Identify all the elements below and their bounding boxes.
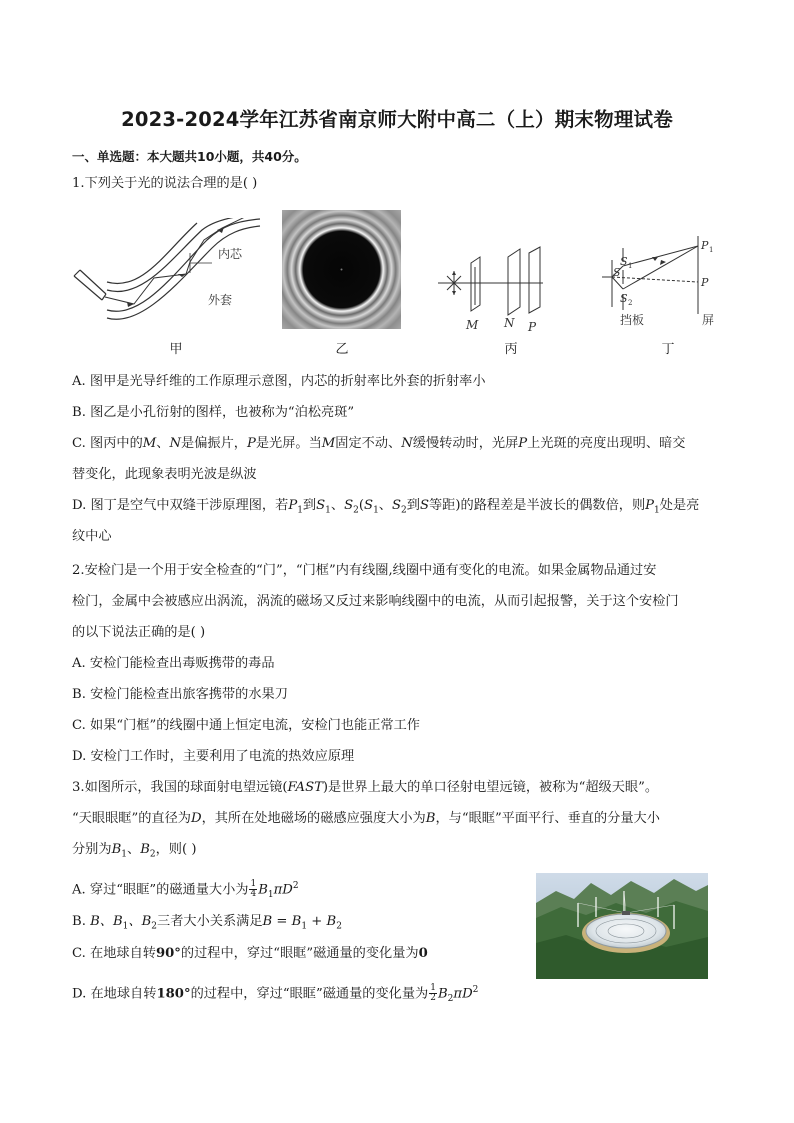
label-n: N xyxy=(504,316,515,330)
polarizer-figure xyxy=(438,243,553,338)
q2-stem-line3: 的以下说法正确的是( ) xyxy=(72,625,206,640)
label-s1: S xyxy=(620,255,628,268)
q1-option-c-line1: C. 图丙中的M、N是偏振片，P是光屏。当M固定不动、N缓慢转动时，光屏P上光斑的亮度出现明、暗交 xyxy=(72,436,686,451)
q1-option-c-line2: 替变化，此现象表明光波是纵波 xyxy=(72,467,257,482)
caption-jia: 甲 xyxy=(169,342,183,357)
q2-stem-line2: 检门，金属中会被感应出涡流，涡流的磁场又反过来影响线圈中的电流，从而引起报警，关于这个安检门 xyxy=(72,594,679,609)
q3-option-c: C. 在地球自转90°的过程中，穿过“眼眶”磁通量的变化量为0 xyxy=(72,946,428,961)
label-s2-sub: 2 xyxy=(628,299,633,307)
label-p-center: P xyxy=(701,276,709,289)
q3-stem-line3: 分别为$B_1$、$B_2$，则( ) xyxy=(72,842,197,860)
q2-stem-line1: 2.安检门是一个用于安全检查的“门”，“门框”内有线圈,线圈中通有变化的电流。如果金属物品通过安 xyxy=(72,563,657,578)
q3-option-a: A. 穿过“眼眶”的磁通量大小为 $\frac{1}{4}$ $B_1\pi D^2$ xyxy=(72,879,299,901)
double-slit-figure xyxy=(600,232,730,332)
caption-bing: 丙 xyxy=(504,342,518,357)
label-screen: 屏 xyxy=(702,313,715,327)
q2-option-a: A. 安检门能检查出毒贩携带的毒品 xyxy=(72,656,275,671)
q2-option-d: D. 安检门工作时，主要利用了电流的热效应原理 xyxy=(72,749,355,764)
q1-stem: 1.下列关于光的说法合理的是( ) xyxy=(72,176,258,191)
q2-option-c: C. 如果“门框”的线圈中通上恒定电流，安检门也能正常工作 xyxy=(72,718,420,733)
label-s1-sub: 1 xyxy=(628,262,633,270)
label-core: 内芯 xyxy=(218,247,243,261)
label-m: M xyxy=(466,318,479,332)
q3-stem-line1: 3.如图所示，我国的球面射电望远镜(FAST)是世界上最大的单口径射电望远镜，被称为“超级天眼”。 xyxy=(72,780,659,795)
q3-option-d: D. 在地球自转180°的过程中，穿过“眼眶”磁通量的变化量为 $\frac{1}{2}$ $B_2\pi D^2$ xyxy=(72,983,479,1005)
q1-option-d-line1: D. 图丁是空气中双缝干涉原理图，若$P_1$到$S_1$、$S_2(S_1$、$S_2$到S等距)的路程差是半波长的偶数倍，则$P_1$处是亮 xyxy=(72,498,700,516)
label-baffle: 挡板 xyxy=(620,313,645,327)
label-s2: S xyxy=(620,292,628,305)
q3-stem-line2: “天眼眼眶”的直径为D，其所在处地磁场的磁感应强度大小为B，与“眼眶”平面平行、垂直的分量大小 xyxy=(72,811,660,826)
q2-option-b: B. 安检门能检查出旅客携带的水果刀 xyxy=(72,687,288,702)
caption-yi: 乙 xyxy=(335,342,349,357)
label-p1: P xyxy=(701,239,709,252)
q1-option-b: B. 图乙是小孔衍射的图样，也被称为“泊松亮斑” xyxy=(72,405,355,420)
label-p: P xyxy=(528,320,537,334)
fiber-optic-figure xyxy=(72,218,262,333)
section-heading: 一、单选题：本大题共10小题，共40分。 xyxy=(72,149,307,164)
label-s: S xyxy=(613,266,621,279)
caption-ding: 丁 xyxy=(661,342,675,357)
q1-option-a: A. 图甲是光导纤维的工作原理示意图，内芯的折射率比外套的折射率小 xyxy=(72,374,486,389)
q3-option-b: B. B、$B_1$、$B_2$三者大小关系满足$B = B_1 + B_2$ xyxy=(72,914,342,932)
diffraction-pattern-figure xyxy=(282,210,401,329)
fast-telescope-photo xyxy=(536,873,708,979)
q1-option-d-line2: 纹中心 xyxy=(72,529,112,544)
label-cladding: 外套 xyxy=(208,293,233,307)
page-title: 2023-2024学年江苏省南京师大附中高二（上）期末物理试卷 xyxy=(121,108,673,131)
label-p1-sub: 1 xyxy=(709,246,714,254)
